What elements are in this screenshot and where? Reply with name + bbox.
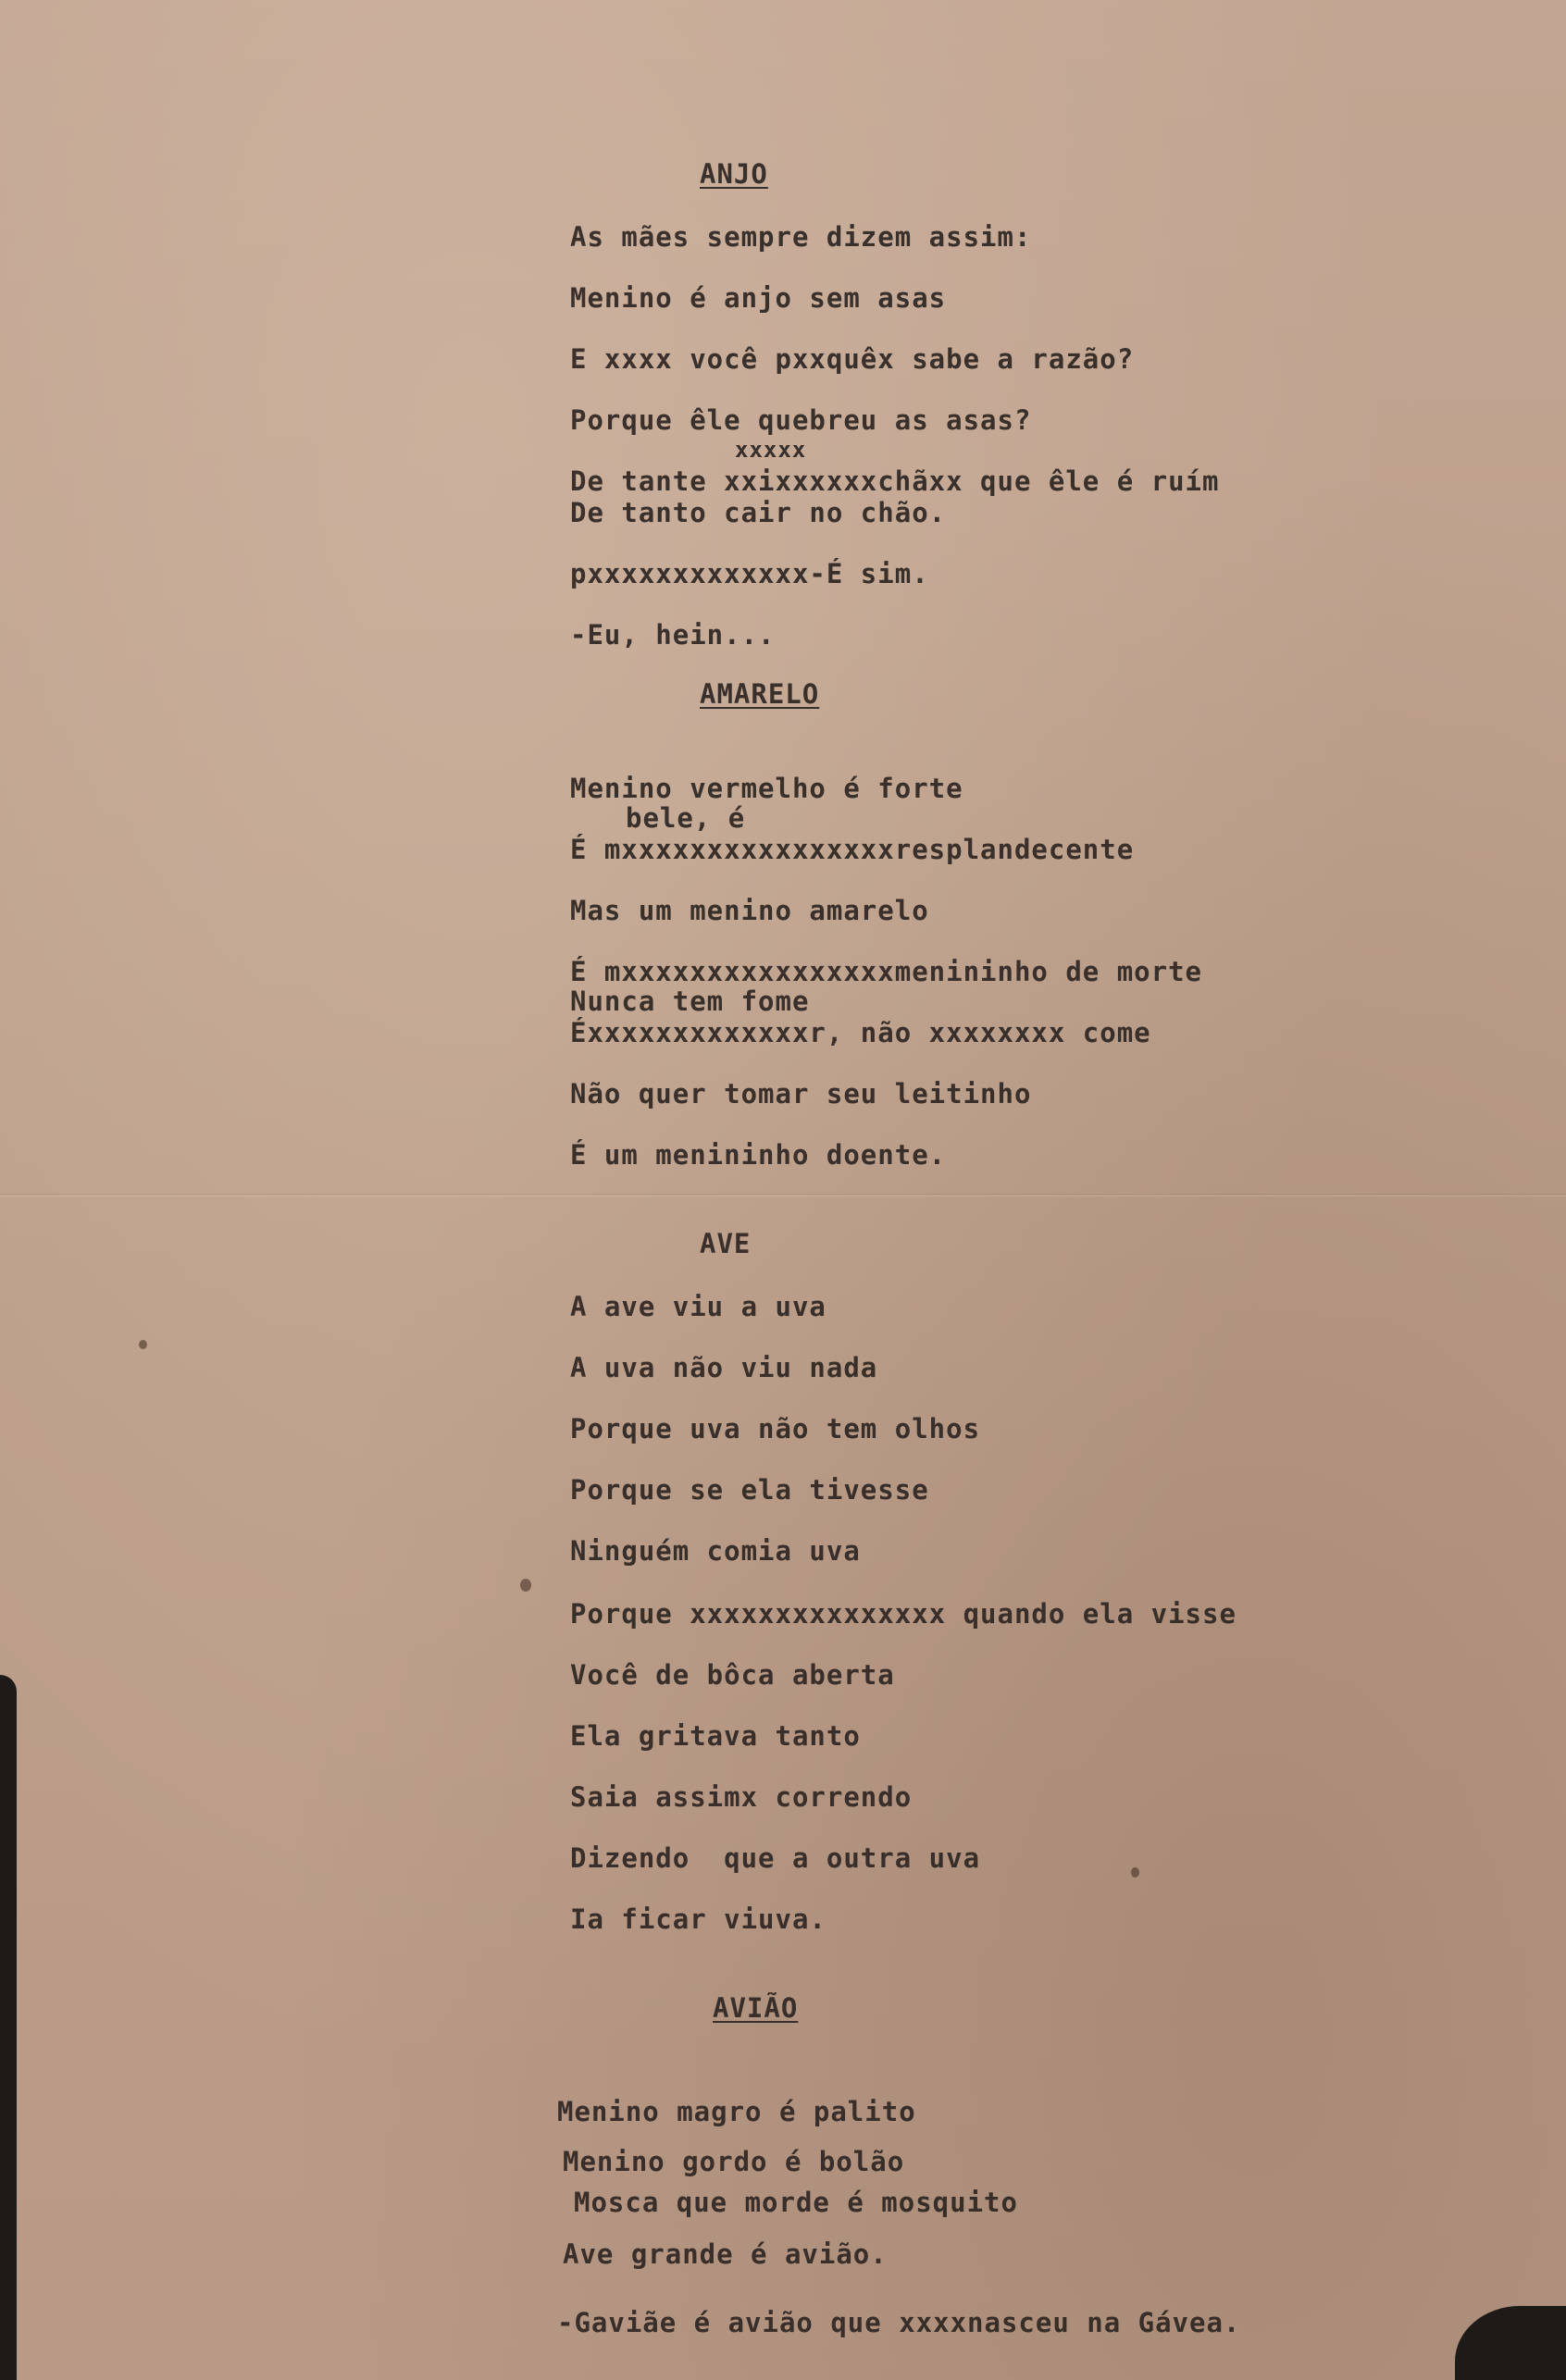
- torn-left-edge: [0, 1675, 17, 2380]
- poem-line: Porque xxxxxxxxxxxxxxx quando ela visse: [570, 1598, 1237, 1630]
- poem-line: Saia assimx correndo: [570, 1781, 913, 1813]
- poem-line: De tanto cair no chão.: [570, 497, 947, 528]
- poem-line: A ave viu a uva: [570, 1291, 826, 1322]
- poem-title-amarelo: AMARELO: [700, 678, 820, 710]
- poem-title-aviao: AVIÃO: [713, 1992, 799, 2024]
- poem-line: -Gaviãe é avião que xxxxnasceu na Gávea.: [557, 2307, 1241, 2338]
- poem-line: É um menininho doente.: [570, 1139, 947, 1171]
- poem-line: Você de bôca aberta: [570, 1659, 895, 1691]
- poem-line: Ave grande é avião.: [563, 2238, 888, 2270]
- poem-line: De tante xxixxxxxxchãxx que êle é ruím: [570, 465, 1220, 497]
- poem-line: É mxxxxxxxxxxxxxxxxmenininho de morte: [570, 956, 1203, 987]
- paper-fold-line: [0, 1194, 1566, 1196]
- ink-spot: [1131, 1867, 1139, 1878]
- poem-line: -Eu, hein...: [570, 619, 776, 651]
- poem-line: E xxxx você pxxquêx sabe a razão?: [570, 343, 1135, 375]
- poem-line: Menino é anjo sem asas: [570, 282, 947, 314]
- poem-title-ave: AVE: [700, 1228, 752, 1259]
- poem-line: Mosca que morde é mosquito: [574, 2187, 1018, 2218]
- poem-line: Porque se ela tivesse: [570, 1474, 929, 1506]
- poem-line: Menino magro é palito: [557, 2096, 916, 2127]
- poem-line-overtype: xxxxx: [735, 437, 807, 463]
- poem-line: Não quer tomar seu leitinho: [570, 1078, 1032, 1109]
- poem-title-anjo: ANJO: [700, 158, 768, 190]
- torn-corner: [1455, 2306, 1566, 2380]
- poem-line: Mas um menino amarelo: [570, 895, 929, 926]
- ink-spot: [139, 1340, 147, 1349]
- poem-line: Ninguém comia uva: [570, 1535, 861, 1567]
- poem-line: Ela gritava tanto: [570, 1720, 861, 1752]
- ink-spot: [520, 1579, 531, 1592]
- poem-line: Nunca tem fome: [570, 985, 810, 1017]
- poem-line: A uva não viu nada: [570, 1352, 878, 1383]
- poem-line: É mxxxxxxxxxxxxxxxxresplandecente: [570, 834, 1135, 865]
- poem-line: Éxxxxxxxxxxxxxr, não xxxxxxxx come: [570, 1017, 1151, 1048]
- poem-line: Menino gordo é bolão: [563, 2146, 905, 2177]
- poem-line: pxxxxxxxxxxxxx-É sim.: [570, 558, 929, 589]
- poem-line: bele, é: [626, 802, 746, 834]
- poem-line: Menino vermelho é forte: [570, 773, 963, 804]
- poem-line: Dizendo que a outra uva: [570, 1842, 981, 1874]
- poem-line: Ia ficar viuva.: [570, 1903, 826, 1935]
- poem-line: Porque êle quebreu as asas?: [570, 404, 1032, 436]
- poem-line: Porque uva não tem olhos: [570, 1413, 981, 1444]
- poem-line: As mães sempre dizem assim:: [570, 221, 1032, 253]
